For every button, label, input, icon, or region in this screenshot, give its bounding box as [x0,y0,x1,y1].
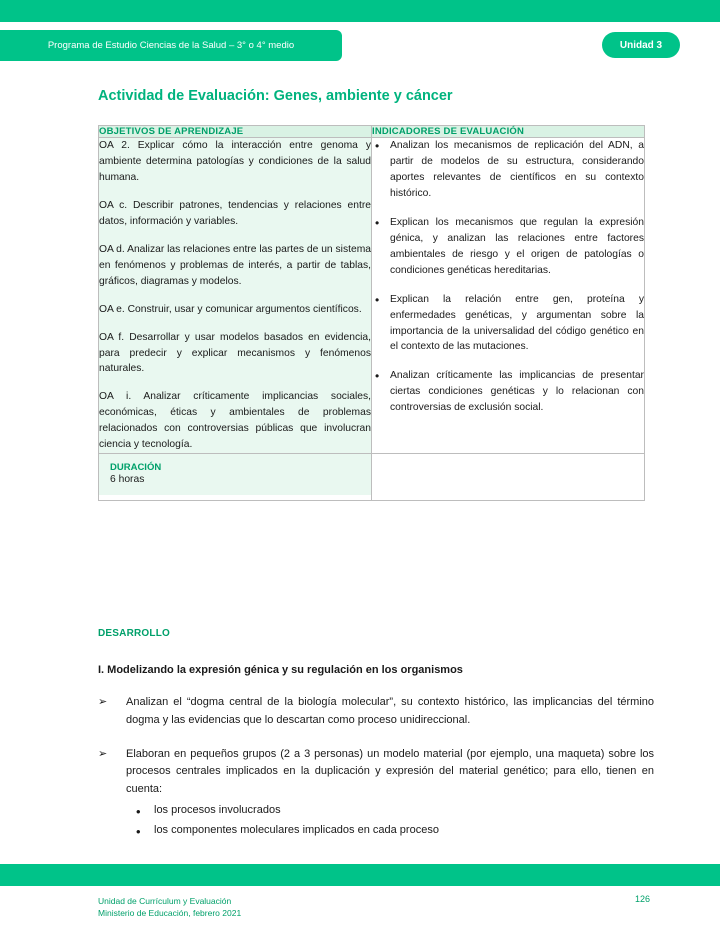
table-row-duration [99,454,645,501]
program-header-tab: Programa de Estudio Ciencias de la Salud – 3° o 4° medio [0,30,342,61]
page-title: Actividad de Evaluación: Genes, ambiente y cáncer [98,88,453,104]
indicadores-cell [372,138,645,454]
unit-badge: Unidad 3 [602,32,680,58]
list-item: ➢ Analizan el “dogma central de la biología molecular”, su contexto histórico, las implicancias del término dogma y las evidencias que lo descartan como proceso unidireccional. [98,694,654,730]
top-accent-bar [0,0,720,22]
list-item: • Explican los mecanismos que regulan la expresión génica, y analizan las relaciones entre factores ambientales de riesgo y el origen de patologías o condiciones genéticas hereditarias. [372,215,644,279]
empty-cell [372,454,645,501]
table-row-content [99,138,645,454]
objetivo-item: OA 2. Explicar cómo la interacción entre genoma y ambiente determina patologías y condiciones de la salud humana. [99,140,371,183]
duracion-label: DURACIÓN [99,454,371,474]
footer-line-1: Unidad de Currículum y Evaluación [98,895,232,906]
footer-line-2: Ministerio de Educación, febrero 2021 [98,908,242,919]
desarrollo-label: DESARROLLO [98,628,170,639]
list-item: • Analizan críticamente las implicancias de presentar ciertas condiciones genéticas y lo relacionan con controversias de exclusión social. [372,368,644,416]
list-item: • Analizan los mecanismos de replicación del ADN, a partir de modelos de su estructura, considerando aportes relevantes de científicos en su contexto histórico. [372,138,644,202]
list-item-text: Elaboran en pequeños grupos (2 a 3 personas) un modelo material (por ejemplo, una maqueta) sobre los procesos centrales implicados en la duplicación y expresión del material genético; para ello, tienen en cuenta: [126,747,654,796]
objetivo-item: OA f. Desarrollar y usar modelos basados en evidencia, para predecir y explicar mecanismos y fenómenos naturales. [99,331,371,375]
duracion-value: 6 horas [99,474,371,495]
bottom-accent-bar [0,864,720,886]
list-item [98,746,654,840]
objetivo-item: OA c. Describir patrones, tendencias y relaciones entre datos, información y variables. [99,199,371,227]
indicadores-list [372,138,644,416]
objetivos-header: OBJETIVOS DE APRENDIZAJE [99,126,372,138]
table-row-headers [99,126,645,138]
desarrollo-subtitle: I. Modelizando la expresión génica y su regulación en los organismos [98,664,463,676]
list-item: • los procesos involucrados [126,802,654,820]
objetivos-cell [99,138,372,454]
duracion-cell [99,454,372,501]
objetivo-item: OA i. Analizar críticamente implicancias sociales, económicas, éticas y ambientales de problemas relacionados con controversias públicas que involucran ciencia y tecnología. [99,391,371,451]
list-item: • los componentes moleculares implicados en cada proceso [126,822,654,840]
objectives-indicators-table [98,125,645,501]
objetivo-item: OA e. Construir, usar y comunicar argumentos científicos. [99,303,362,315]
objetivo-item: OA d. Analizar las relaciones entre las partes de un sistema en fenómenos y problemas de interés, a partir de tablas, gráficos, diagramas y modelos. [99,243,371,287]
desarrollo-sublist [126,802,654,840]
indicadores-header: INDICADORES DE EVALUACIÓN [372,126,645,138]
list-item: • Explican la relación entre gen, proteína y enfermedades genéticas, y argumentan sobre la importancia de la universalidad del código genético en el contexto de las mutaciones. [372,292,644,356]
page-number: 126 [634,894,650,904]
desarrollo-list [98,694,654,856]
footer-credits [98,895,241,921]
